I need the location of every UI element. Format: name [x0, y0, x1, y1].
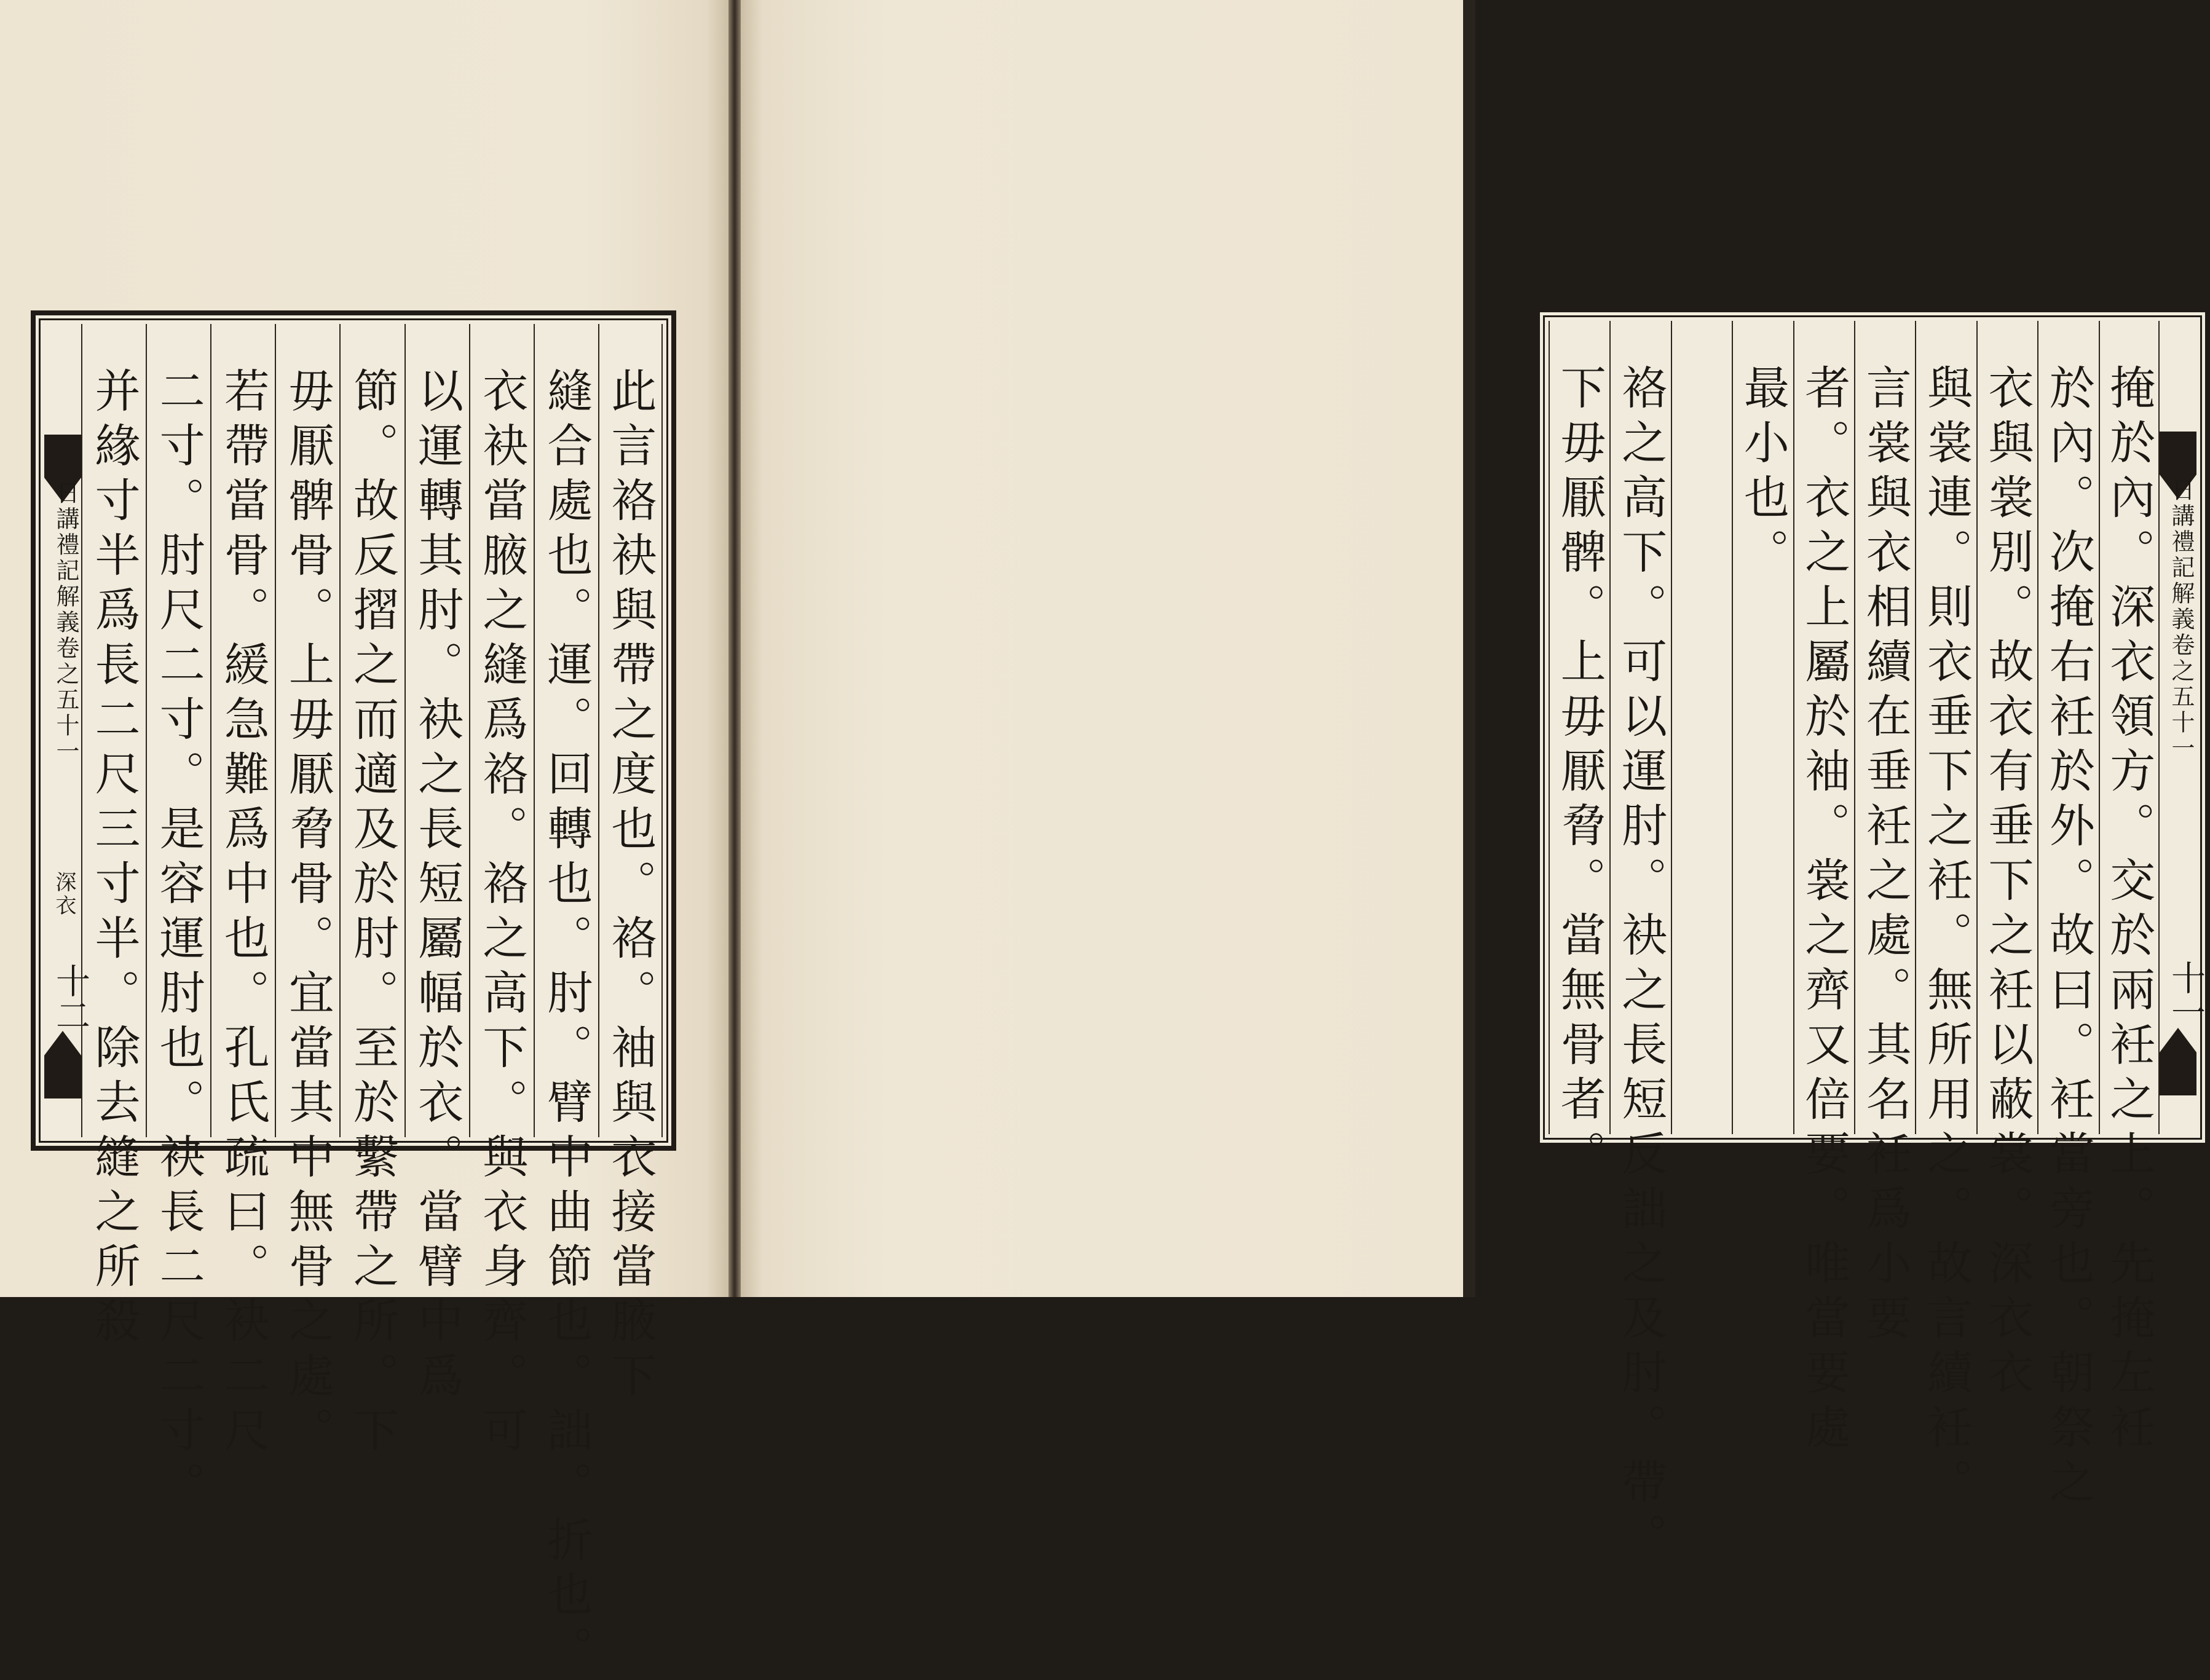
- left-column-area: [44, 324, 663, 1680]
- fold-title: 日講禮記解義卷之五十一: [2168, 478, 2195, 762]
- text-column: [1671, 321, 1732, 1134]
- section-label: 深衣: [52, 871, 76, 918]
- right-book-edge: [1463, 0, 1475, 1297]
- text-column: [2099, 321, 2160, 1458]
- text-column: [1915, 321, 1976, 1513]
- left-text-frame: [31, 310, 676, 1680]
- text-column: [2037, 321, 2098, 1513]
- folio-number: 十一: [2166, 960, 2206, 1029]
- text-column: [1549, 321, 1609, 1185]
- text-column: [1976, 321, 2037, 1403]
- fishtail-bottom-icon: [44, 1031, 81, 1098]
- book-gutter: [728, 0, 741, 1297]
- column-text: 最小也。: [1736, 364, 1790, 583]
- column-text: 縫合處也。運。回轉也。肘。臂中曲節也。詘。折也。: [540, 367, 593, 1680]
- text-column: [210, 324, 275, 1461]
- right-text-frame: [1535, 307, 2210, 1568]
- column-text: 并緣寸半爲長二尺三寸半。除去縫之所殺: [87, 367, 141, 1352]
- fold-title: 日講禮記解義卷之五十一: [52, 481, 79, 765]
- text-column: [469, 324, 534, 1461]
- column-text: 下毋厭髀。上毋厭脅。當無骨者。: [1553, 364, 1606, 1185]
- text-column: [146, 324, 210, 1516]
- column-text: 衣袂當腋之縫爲袼。袼之高下。與衣身齊。可: [475, 367, 529, 1461]
- column-text: 掩於內。深衣領方。交於兩衽之上。先掩左衽: [2102, 364, 2156, 1458]
- column-text: 袼之高下。可以運肘。袂之長短反詘之及肘。帶。: [1614, 364, 1668, 1568]
- column-text: 節。故反摺之而適及於肘。至於繫帶之所。下: [345, 367, 399, 1461]
- text-column: [1793, 321, 1854, 1458]
- text-column: [275, 324, 339, 1461]
- column-text: 與裳連。則衣垂下之衽。無所用之。故言續衽。: [1920, 364, 1973, 1513]
- text-column: [1732, 321, 1793, 1134]
- column-text: 此言袼袂與帶之度也。袼。袖與衣接當腋下: [604, 367, 657, 1406]
- column-text: 言裳與衣相續在垂衽之處。其名衽爲小要: [1858, 364, 1912, 1349]
- fishtail-bottom-icon: [2160, 1028, 2196, 1095]
- column-text: 若帶當骨。緩急難爲中也。孔氏疏曰。袂二尺: [216, 367, 270, 1461]
- text-column: [339, 324, 404, 1461]
- right-column-area: [1549, 321, 2206, 1568]
- left-fold-band: [44, 324, 90, 1137]
- text-column: [598, 324, 663, 1406]
- right-page: [741, 0, 2206, 1568]
- folio-number: 十二: [50, 963, 90, 1032]
- column-text: 毋厭髀骨。上毋厭脅骨。宜當其中無骨之處。: [281, 367, 334, 1461]
- text-column: [534, 324, 598, 1680]
- text-column: [1609, 321, 1670, 1568]
- left-page: [0, 0, 728, 1680]
- column-text: 於內。次掩右衽於外。故曰。衽當旁也。朝祭之: [2042, 364, 2095, 1513]
- right-fold-band: [2160, 321, 2206, 1134]
- column-text: 二寸。肘尺二寸。是容運肘也。袂長二尺二寸。: [152, 367, 205, 1516]
- column-text: 者。衣之上屬於袖。裳之齊又倍要。唯當要處: [1798, 364, 1851, 1458]
- text-column: [1854, 321, 1915, 1349]
- column-text: 以運轉其肘。袂之長短屬幅於衣。當臂中爲: [411, 367, 464, 1406]
- text-column: [81, 324, 146, 1352]
- column-text: 衣與裳別。故衣有垂下之衽以蔽裳。深衣衣: [1981, 364, 2034, 1403]
- text-column: [405, 324, 469, 1406]
